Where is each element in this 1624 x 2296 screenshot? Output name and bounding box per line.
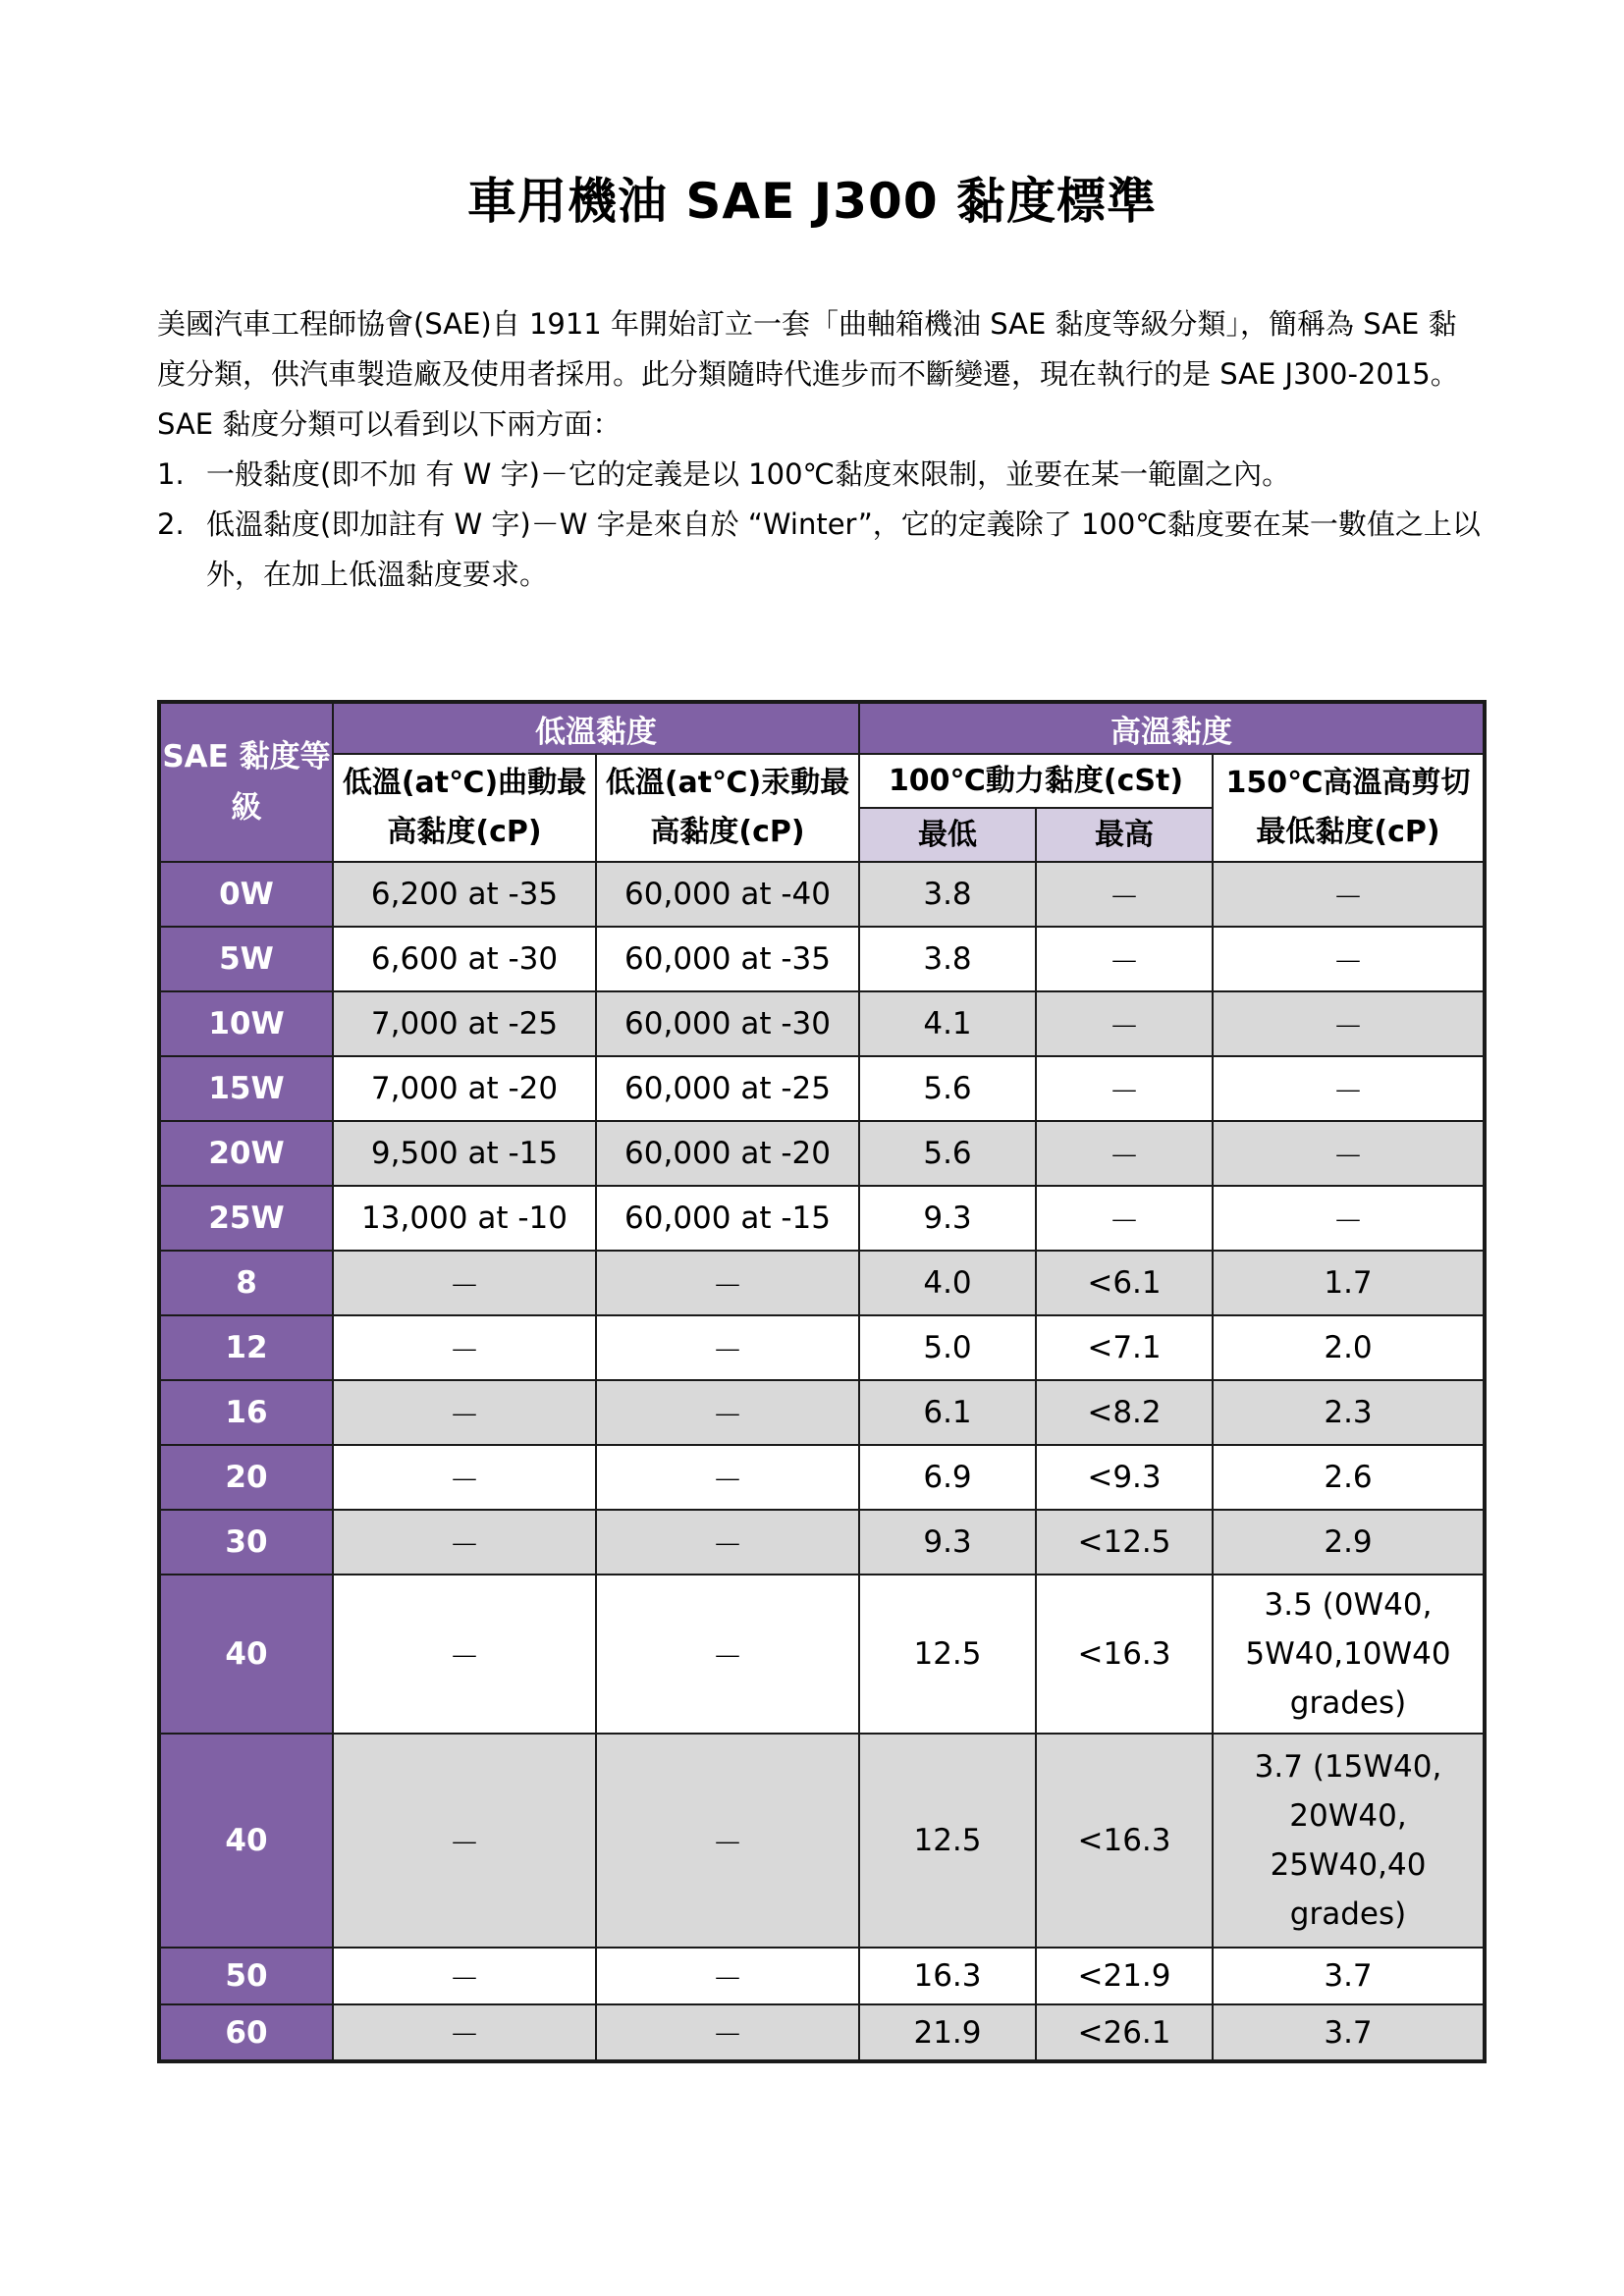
- grade-cell: 20W: [159, 1121, 333, 1186]
- min-cell: 6.1: [859, 1380, 1036, 1445]
- pumping-cell: 60,000 at -30: [596, 991, 859, 1056]
- cranking-cell: －: [333, 1445, 596, 1510]
- min-cell: 4.1: [859, 991, 1036, 1056]
- cranking-cell: －: [333, 1510, 596, 1575]
- table-row: [159, 927, 1485, 991]
- min-cell: 9.3: [859, 1510, 1036, 1575]
- pumping-cell: 60,000 at -40: [596, 862, 859, 927]
- max-cell: <6.1: [1036, 1251, 1213, 1315]
- min-cell: 16.3: [859, 1948, 1036, 2004]
- table-row: [159, 1510, 1485, 1575]
- cranking-cell: 9,500 at -15: [333, 1121, 596, 1186]
- grade-cell: 50: [159, 1948, 333, 2004]
- min-cell: 6.9: [859, 1445, 1036, 1510]
- cranking-cell: －: [333, 1734, 596, 1948]
- table-row: [159, 1315, 1485, 1380]
- page-title: 車用機油 SAE J300 黏度標準: [466, 173, 1158, 230]
- grade-cell: 20: [159, 1445, 333, 1510]
- hths-viscosity-header: 150℃高溫高剪切最低黏度(cP): [1213, 754, 1485, 862]
- pumping-cell: －: [596, 1315, 859, 1380]
- cranking-cell: －: [333, 1251, 596, 1315]
- table-row: [159, 1056, 1485, 1121]
- table-row: [159, 1121, 1485, 1186]
- cranking-cell: －: [333, 1948, 596, 2004]
- hths-cell: －: [1213, 991, 1485, 1056]
- grade-cell: 15W: [159, 1056, 333, 1121]
- pumping-cell: 60,000 at -15: [596, 1186, 859, 1251]
- max-cell: <12.5: [1036, 1510, 1213, 1575]
- max-cell: <7.1: [1036, 1315, 1213, 1380]
- list-text: 一般黏度(即不加 有 W 字)－它的定義是以 100℃黏度來限制，並要在某一範圍之內。: [206, 457, 1291, 491]
- grade-header: SAE 黏度等級: [159, 702, 333, 862]
- cranking-cell: 7,000 at -20: [333, 1056, 596, 1121]
- list-text: 低溫黏度(即加註有 W 字)－W 字是來自於 “Winter”，它的定義除了 100℃黏度要在某一數值之上以外，在加上低溫黏度要求。: [206, 507, 1481, 591]
- intro-paragraph: 美國汽車工程師協會(SAE)自 1911 年開始訂立一套「曲軸箱機油 SAE 黏度等級分類」，簡稱為 SAE 黏度分類，供汽車製造廠及使用者採用。此分類隨時代進步而不斷變遷，現在執行的是 SAE J300-2015。: [157, 307, 1459, 391]
- max-cell: <16.3: [1036, 1575, 1213, 1734]
- table-row: [159, 991, 1485, 1056]
- pumping-viscosity-header: 低溫(at℃)汞動最高黏度(cP): [596, 754, 859, 862]
- max-cell: <9.3: [1036, 1445, 1213, 1510]
- min-cell: 3.8: [859, 927, 1036, 991]
- cranking-cell: 7,000 at -25: [333, 991, 596, 1056]
- grade-cell: 40: [159, 1575, 333, 1734]
- table-row: [159, 862, 1485, 927]
- hths-cell: 2.0: [1213, 1315, 1485, 1380]
- pumping-cell: －: [596, 1734, 859, 1948]
- table-row: [159, 1575, 1485, 1734]
- pumping-cell: －: [596, 1251, 859, 1315]
- table-row: [159, 1734, 1485, 1948]
- viscosity-table: [157, 700, 1487, 2063]
- hths-cell: 3.7: [1213, 1948, 1485, 2004]
- hths-cell: 1.7: [1213, 1251, 1485, 1315]
- pumping-cell: －: [596, 1575, 859, 1734]
- grade-cell: 60: [159, 2004, 333, 2061]
- hths-cell: －: [1213, 1056, 1485, 1121]
- min-cell: 4.0: [859, 1251, 1036, 1315]
- grade-cell: 8: [159, 1251, 333, 1315]
- cranking-cell: －: [333, 2004, 596, 2061]
- min-cell: 9.3: [859, 1186, 1036, 1251]
- grade-cell: 30: [159, 1510, 333, 1575]
- table-row: [159, 1380, 1485, 1445]
- intro-list: [157, 450, 1483, 600]
- min-cell: 12.5: [859, 1575, 1036, 1734]
- cranking-cell: 13,000 at -10: [333, 1186, 596, 1251]
- hths-cell: －: [1213, 1186, 1485, 1251]
- pumping-cell: －: [596, 1948, 859, 2004]
- max-header: 最高: [1036, 808, 1213, 862]
- max-cell: －: [1036, 991, 1213, 1056]
- pumping-cell: －: [596, 1380, 859, 1445]
- max-cell: －: [1036, 1121, 1213, 1186]
- min-cell: 12.5: [859, 1734, 1036, 1948]
- grade-cell: 40: [159, 1734, 333, 1948]
- grade-cell: 16: [159, 1380, 333, 1445]
- hths-cell: －: [1213, 862, 1485, 927]
- hths-cell: 2.9: [1213, 1510, 1485, 1575]
- pumping-cell: 60,000 at -25: [596, 1056, 859, 1121]
- list-number: 1.: [157, 457, 185, 491]
- max-cell: －: [1036, 1056, 1213, 1121]
- kinematic-viscosity-header: 100℃動力黏度(cSt): [859, 754, 1213, 808]
- table-row: [159, 2004, 1485, 2061]
- table-row: [159, 1948, 1485, 2004]
- min-cell: 3.8: [859, 862, 1036, 927]
- cranking-cell: －: [333, 1380, 596, 1445]
- grade-cell: 12: [159, 1315, 333, 1380]
- grade-cell: 25W: [159, 1186, 333, 1251]
- table-row: [159, 1445, 1485, 1510]
- hths-cell: 3.7: [1213, 2004, 1485, 2061]
- grade-cell: 5W: [159, 927, 333, 991]
- intro-list-item: [157, 500, 1483, 600]
- min-cell: 21.9: [859, 2004, 1036, 2061]
- max-cell: －: [1036, 927, 1213, 991]
- cranking-viscosity-header: 低溫(at℃)曲動最高黏度(cP): [333, 754, 596, 862]
- hths-cell: 2.6: [1213, 1445, 1485, 1510]
- hths-cell: 2.3: [1213, 1380, 1485, 1445]
- max-cell: <26.1: [1036, 2004, 1213, 2061]
- high-temp-header: 高溫黏度: [859, 702, 1485, 754]
- hths-cell: 3.5 (0W40, 5W40,10W40 grades): [1213, 1575, 1485, 1734]
- cranking-cell: －: [333, 1315, 596, 1380]
- low-temp-header: 低溫黏度: [333, 702, 859, 754]
- max-cell: －: [1036, 862, 1213, 927]
- min-cell: 5.0: [859, 1315, 1036, 1380]
- min-header: 最低: [859, 808, 1036, 862]
- hths-cell: 3.7 (15W40, 20W40, 25W40,40 grades): [1213, 1734, 1485, 1948]
- grade-cell: 10W: [159, 991, 333, 1056]
- table-row: [159, 1251, 1485, 1315]
- intro-lead: SAE 黏度分類可以看到以下兩方面：: [157, 407, 622, 441]
- table-row: [159, 1186, 1485, 1251]
- intro-section: [157, 299, 1483, 600]
- list-number: 2.: [157, 507, 185, 541]
- min-cell: 5.6: [859, 1121, 1036, 1186]
- cranking-cell: 6,200 at -35: [333, 862, 596, 927]
- pumping-cell: 60,000 at -20: [596, 1121, 859, 1186]
- grade-cell: 0W: [159, 862, 333, 927]
- max-cell: <21.9: [1036, 1948, 1213, 2004]
- hths-cell: －: [1213, 927, 1485, 991]
- pumping-cell: 60,000 at -35: [596, 927, 859, 991]
- pumping-cell: －: [596, 1445, 859, 1510]
- pumping-cell: －: [596, 2004, 859, 2061]
- hths-cell: －: [1213, 1121, 1485, 1186]
- max-cell: <16.3: [1036, 1734, 1213, 1948]
- cranking-cell: －: [333, 1575, 596, 1734]
- intro-list-item: [157, 450, 1483, 500]
- pumping-cell: －: [596, 1510, 859, 1575]
- max-cell: <8.2: [1036, 1380, 1213, 1445]
- max-cell: －: [1036, 1186, 1213, 1251]
- cranking-cell: 6,600 at -30: [333, 927, 596, 991]
- min-cell: 5.6: [859, 1056, 1036, 1121]
